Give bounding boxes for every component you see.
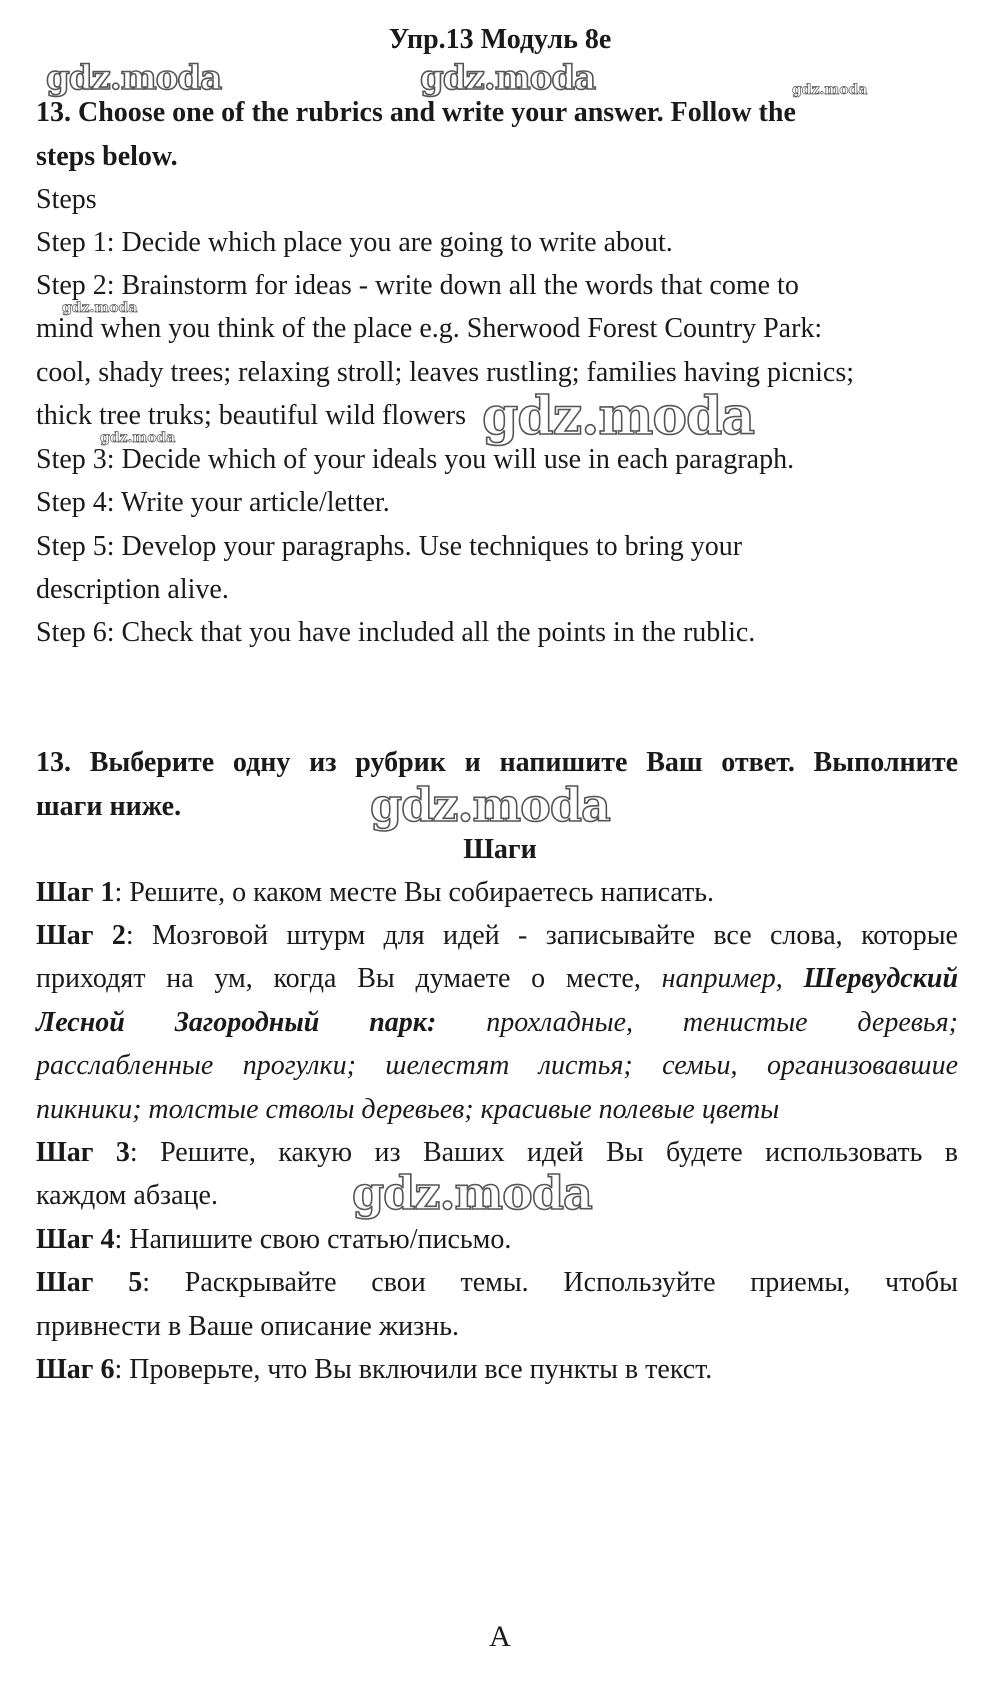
english-step: cool, shady trees; relaxing stroll; leaves rustling; families having picnics;: [36, 357, 855, 388]
russian-step-cont: [36, 1006, 958, 1040]
step-label: Шаг 3: [36, 1137, 130, 1168]
watermark: gdz.moda: [482, 386, 755, 447]
page-title: Упр.13 Модуль 8е: [388, 24, 612, 55]
watermark: gdz.moda: [792, 82, 868, 98]
russian-heading: шаги ниже.: [36, 791, 182, 822]
english-step: description alive.: [36, 574, 229, 605]
step-text: : Мозговой штурм для идей - записывайте все слова, которые: [125, 920, 958, 951]
russian-step-cont: пикники; толстые стволы деревьев; красивые полевые цветы: [36, 1094, 780, 1125]
step-label: Шаг 5: [36, 1267, 143, 1298]
russian-step: [36, 1266, 958, 1300]
watermark: gdz.moda: [370, 778, 610, 832]
russian-step: [36, 1353, 712, 1387]
step-label: Шаг 4: [36, 1224, 115, 1255]
russian-heading: 13. Выберите одну из рубрик и напишите Ваш ответ. Выполните: [36, 747, 958, 778]
step-label: Шаг 2: [36, 920, 126, 951]
russian-step-cont: привнести в Ваше описание жизнь.: [36, 1311, 459, 1342]
english-step: Step 4: Write your article/letter.: [36, 487, 390, 518]
step-place: Шервудский: [803, 963, 959, 994]
watermark: gdz.moda: [352, 1166, 592, 1220]
step-label: Шаг 6: [36, 1354, 115, 1385]
english-step: Step 5: Develop your paragraphs. Use techniques to bring your: [36, 531, 743, 562]
step-text: : Решите, какую из Ваших идей Вы будете использовать в: [129, 1137, 958, 1168]
step-text: : Решите, о каком месте Вы собираетесь написать.: [114, 877, 715, 908]
russian-step: [36, 919, 958, 953]
russian-step-cont: расслабленные прогулки; шелестят листья; семьи, организовавшие: [36, 1050, 958, 1081]
english-step: Step 2: Brainstorm for ideas - write down all the words that come to: [36, 270, 799, 301]
step-text: : Раскрывайте свои темы. Используйте приемы, чтобы: [142, 1267, 958, 1298]
russian-step-cont: каждом абзаце.: [36, 1180, 218, 1211]
russian-step: [36, 1223, 511, 1257]
step-text: : Напишите свою статью/письмо.: [114, 1224, 512, 1255]
english-step: Step 6: Check that you have included all the points in the rublic.: [36, 617, 756, 648]
watermark: gdz.moda: [62, 300, 138, 316]
english-step: thick tree truks; beautiful wild flowers: [36, 400, 466, 431]
step-text: : Проверьте, что Вы включили все пункты в текст.: [114, 1354, 713, 1385]
english-step: Step 1: Decide which place you are going to write about.: [36, 227, 673, 258]
step-example: например,: [661, 963, 783, 994]
russian-step: [36, 1136, 958, 1170]
watermark: gdz.moda: [420, 58, 596, 98]
step-place: Лесной Загородный парк:: [36, 1007, 437, 1038]
russian-step-cont: [36, 962, 958, 996]
english-step: Step 3: Decide which of your ideals you will use in each paragraph.: [36, 444, 795, 475]
english-heading: 13. Choose one of the rubrics and write your answer. Follow the: [36, 97, 796, 128]
steps-label: Steps: [36, 184, 97, 215]
step-ideas: прохладные, тенистые деревья;: [436, 1007, 958, 1038]
step-label: Шаг 1: [36, 877, 115, 908]
watermark: gdz.moda: [100, 430, 176, 446]
page-footer-letter: A: [489, 1620, 511, 1653]
english-step: mind when you think of the place e.g. Sherwood Forest Country Park:: [36, 313, 823, 344]
russian-step: [36, 876, 714, 910]
step-text: приходят на ум, когда Вы думаете о месте,: [36, 963, 662, 994]
watermark: gdz.moda: [46, 58, 222, 98]
russian-steps-label: Шаги: [463, 834, 537, 865]
english-heading: steps below.: [36, 141, 178, 172]
